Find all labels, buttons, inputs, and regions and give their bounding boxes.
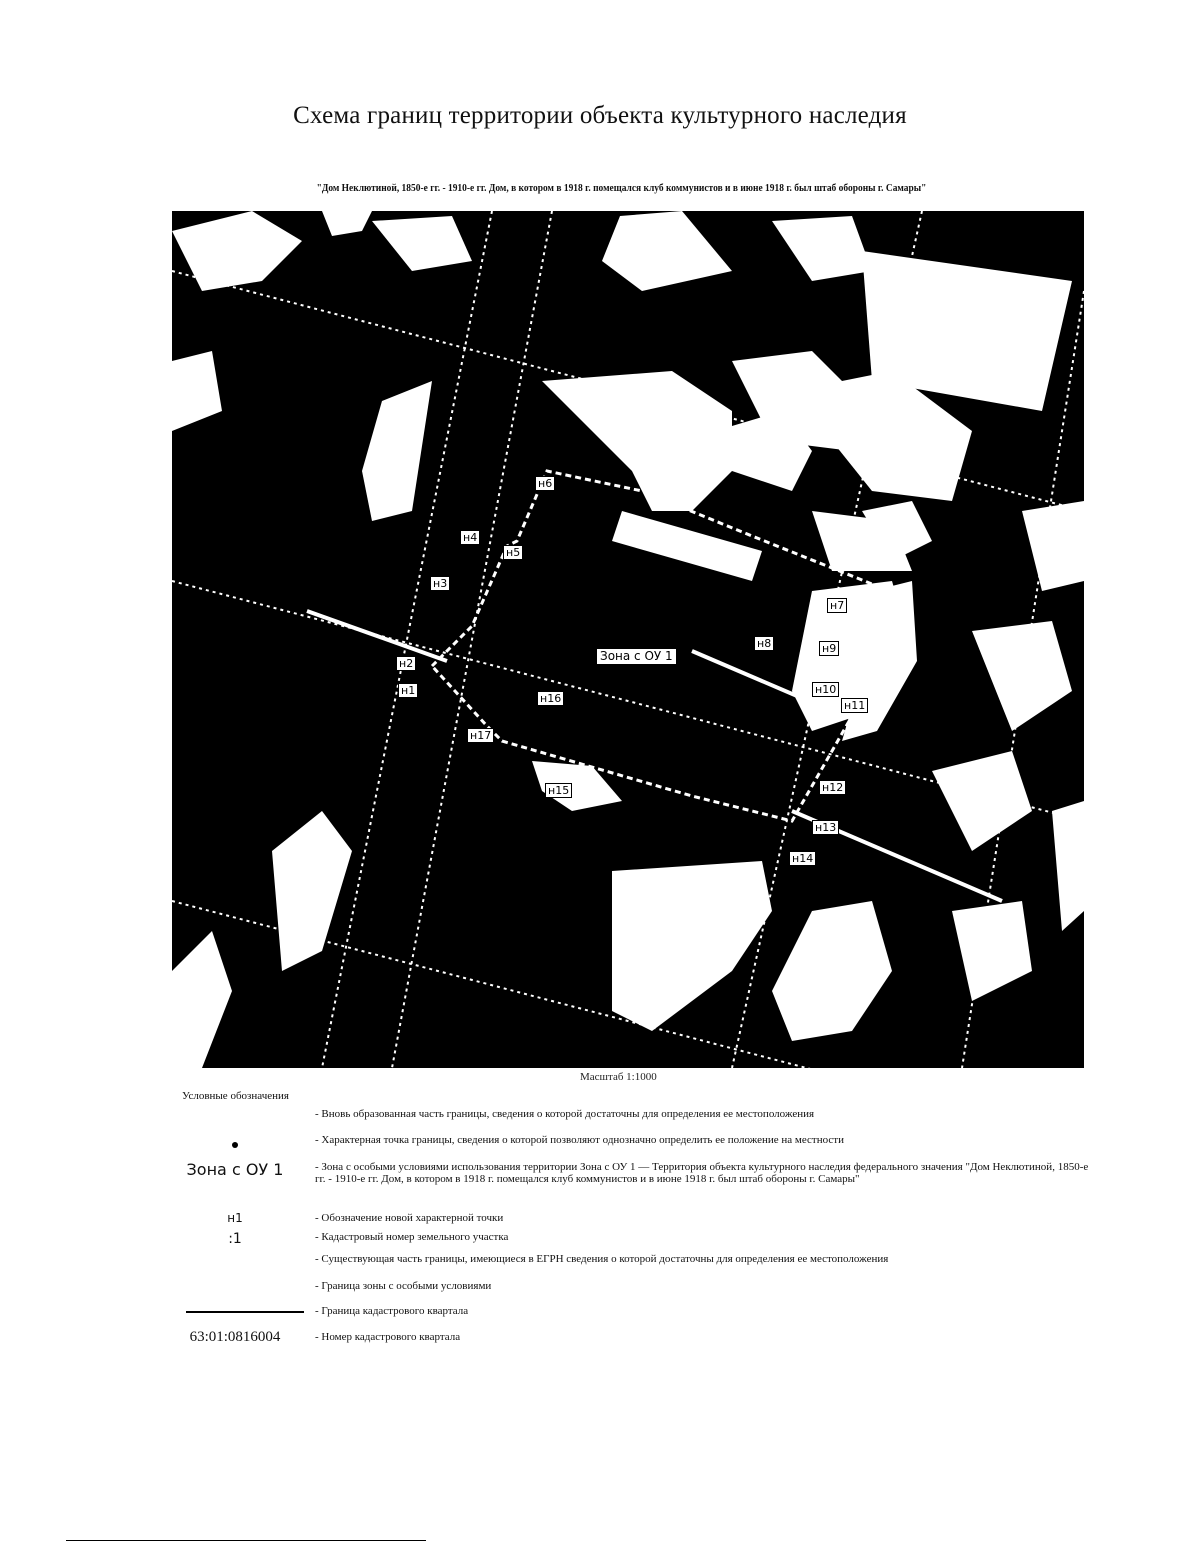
- boundary-point-icon: [232, 1142, 238, 1148]
- legend-text-new-boundary: - Вновь образованная часть границы, сведения о которой достаточны для определения ее местоположения: [315, 1108, 815, 1120]
- point-label-n11: н11: [841, 698, 868, 713]
- legend-symbol-parcel: :1: [228, 1231, 242, 1247]
- legend-title: Условные обозначения: [182, 1090, 289, 1102]
- point-label-n1: н1: [398, 683, 418, 698]
- point-label-n7: н7: [827, 598, 847, 613]
- point-label-n5: н5: [503, 545, 523, 560]
- point-label-n15: н15: [545, 783, 572, 798]
- point-label-n13: н13: [812, 820, 839, 835]
- zone-label: Зона с ОУ 1: [596, 648, 677, 665]
- map-scale: Масштаб 1:1000: [580, 1071, 657, 1083]
- point-label-n3: н3: [430, 576, 450, 591]
- legend-symbol-zone: Зона с ОУ 1: [186, 1160, 284, 1179]
- point-label-n12: н12: [819, 780, 846, 795]
- point-label-n10: н10: [812, 682, 839, 697]
- point-label-n6: н6: [535, 476, 555, 491]
- legend-text-quarter-boundary: - Граница кадастрового квартала: [315, 1305, 469, 1317]
- legend-text-new-point: - Обозначение новой характерной точки: [315, 1212, 504, 1224]
- legend-text-zone: - Зона с особыми условиями использования территории Зона с ОУ 1 — Территория объекта культурного наследия федерального значения "Дом Неклютиной, 1850-е гг. - 1910-е гг. Дом, в котором в 1918 г. помещался клуб коммунистов и в июне 1918 г. был штаб обороны г. Самары": [315, 1161, 1089, 1185]
- legend-symbol-point: [170, 1133, 300, 1152]
- map-imagery: [172, 211, 1084, 1068]
- point-label-n16: н16: [537, 691, 564, 706]
- legend-text-point: - Характерная точка границы, сведения о которой позволяют однозначно определить ее положение на местности: [315, 1134, 844, 1146]
- legend-text-zone-boundary: - Граница зоны с особыми условиями: [315, 1280, 492, 1292]
- point-label-n17: н17: [467, 728, 494, 743]
- footer-divider: [66, 1540, 426, 1541]
- legend-text-quarter-number: - Номер кадастрового квартала: [315, 1331, 461, 1343]
- point-label-n8: н8: [754, 636, 774, 651]
- page-title: Схема границ территории объекта культурного наследия: [293, 102, 907, 129]
- legend-symbol-quarter-line: [186, 1311, 304, 1313]
- legend-text-parcel: - Кадастровый номер земельного участка: [315, 1231, 509, 1243]
- legend-text-existing-boundary: - Существующая часть границы, имеющиеся в ЕГРН сведения о которой достаточны для определения ее местоположения: [315, 1253, 889, 1265]
- legend-symbol-quarter-number: 63:01:0816004: [189, 1329, 281, 1345]
- legend-symbol-new-point: н1: [227, 1211, 243, 1225]
- point-label-n2: н2: [396, 656, 416, 671]
- point-label-n14: н14: [789, 851, 816, 866]
- point-label-n4: н4: [460, 530, 480, 545]
- object-name-subtitle: "Дом Неклютиной, 1850-е гг. - 1910-е гг. Дом, в котором в 1918 г. помещался клуб коммунистов и в июне 1918 г. был штаб обороны г. Самары": [316, 182, 927, 194]
- point-label-n9: н9: [819, 641, 839, 656]
- aerial-map[interactable]: [172, 211, 1084, 1068]
